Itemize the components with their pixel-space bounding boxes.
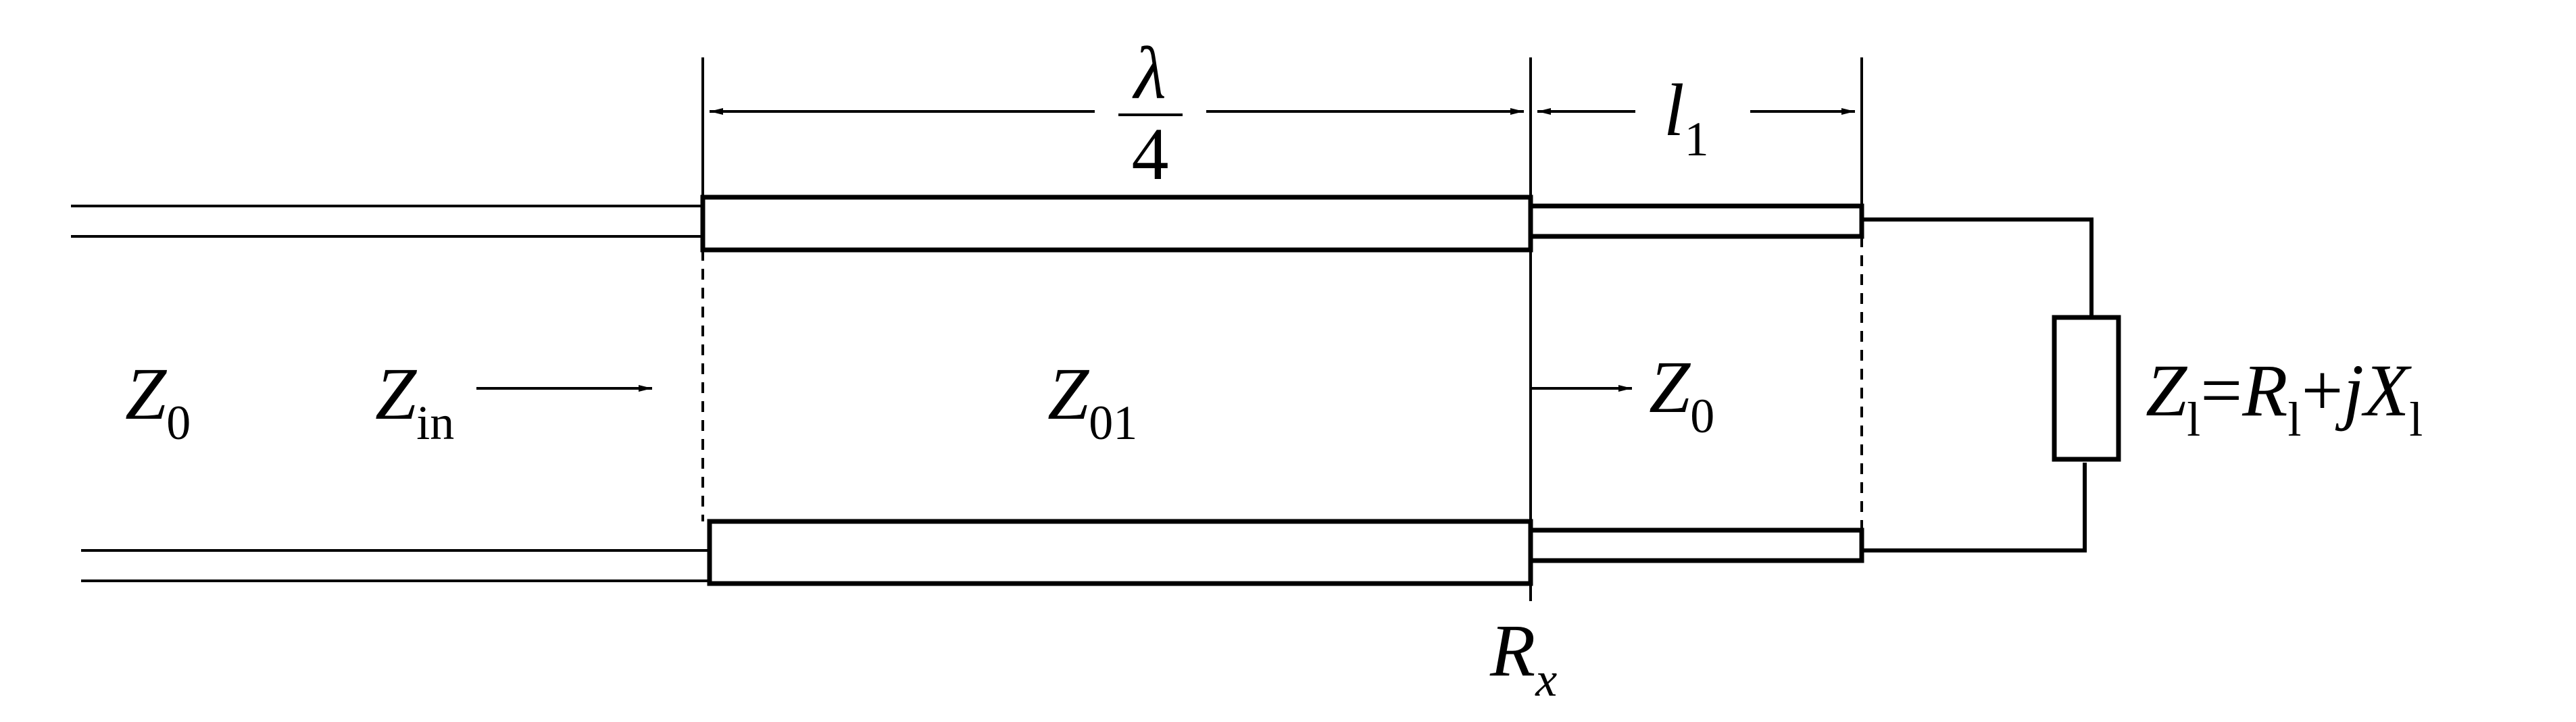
- lambda-denominator: 4: [1131, 113, 1169, 195]
- rx-label: Rx: [1490, 609, 1558, 706]
- z0-right-label: Z0: [1649, 346, 1715, 443]
- zin-label: Zin: [375, 353, 455, 450]
- load-impedance-equation: Zl=Rl+jXl: [2146, 349, 2423, 446]
- stub-line-section: [1531, 206, 1862, 561]
- l1-label: l1: [1664, 69, 1709, 166]
- z0-left-label: Z0: [125, 353, 191, 450]
- load-resistor: [2054, 317, 2119, 459]
- lambda-over-4-label: [1118, 32, 1183, 195]
- lambda-symbol: λ: [1134, 32, 1166, 114]
- z01-label: Z01: [1047, 353, 1138, 450]
- quarter-wave-section: [703, 197, 1531, 584]
